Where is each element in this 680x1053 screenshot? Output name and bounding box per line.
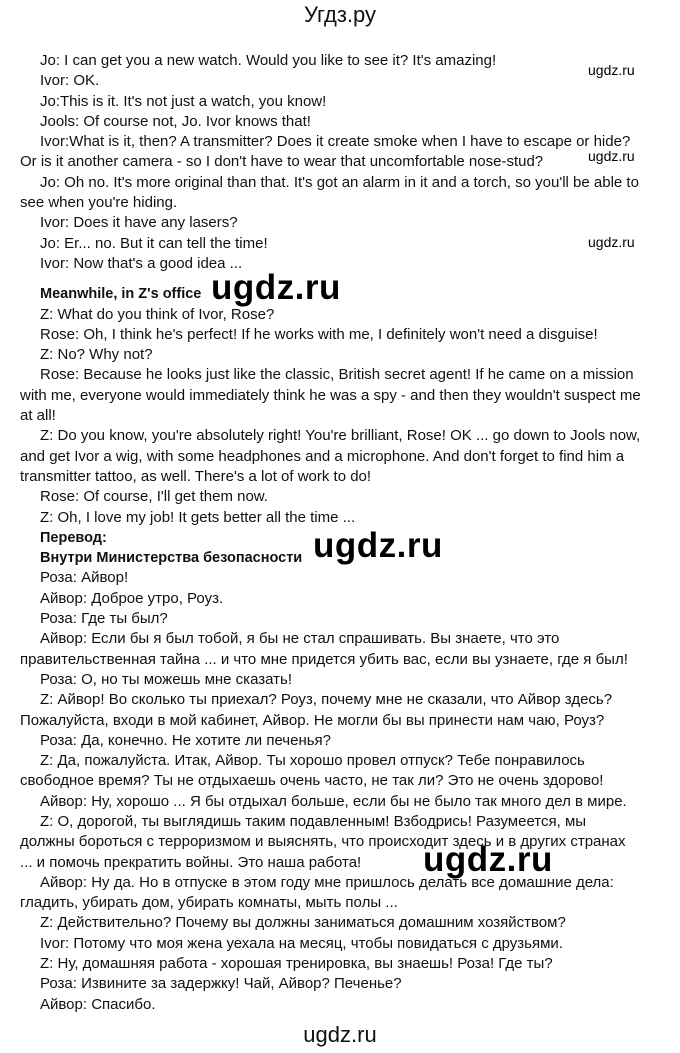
watermark-large: ugdz.ru — [313, 526, 443, 565]
translation-line: Z: О, дорогой, ты выглядишь таким подавленным! Взбодрись! Разумеется, мы должны бороться с терроризмом и выяснять, что происходит здесь и в других странах ... и помочь прекратить войны. Это наша работа! — [20, 812, 626, 871]
translation-line: Айвор: Доброе утро, Роуз. — [40, 589, 224, 607]
dialogue-line: Z: Oh, I love my job! It gets better all the time ... — [40, 508, 356, 526]
dialogue-line: Ivor: Does it have any lasers? — [40, 214, 238, 232]
watermark-large: ugdz.ru — [211, 268, 341, 307]
dialogue-line: Jo: I can get you a new watch. Would you like to see it? It's amazing! — [40, 52, 497, 69]
translation-line: Z: Айвор! Во сколько ты приехал? Роуз, почему мне не сказали, что Айвор здесь? Пожалуйста, входи в мой кабинет, Айвор. Не могли бы вы принести нам чаю, Роуз? — [20, 691, 613, 729]
watermark-small: ugdz.ru — [588, 62, 635, 78]
dialogue-line: Ivor: Now that's a good idea ... — [40, 254, 243, 272]
dialogue-line: Jools: Of course not, Jo. Ivor knows that! — [40, 112, 311, 130]
translation-line: Роза: О, но ты можешь мне сказать! — [40, 670, 292, 688]
site-footer: ugdz.ru — [303, 1022, 377, 1047]
dialogue-line: Z: What do you think of Ivor, Rose? — [40, 305, 275, 323]
section-heading: Meanwhile, in Z's office — [40, 286, 202, 303]
dialogue-line: Z: Do you know, you're absolutely right! You're brilliant, Rose! OK ... go down to Jools now, and get Ivor a wig, with some headphones and a microphone. And don't forget to find him a transmitter tattoo, as well. There's a lot of work to do! — [20, 427, 641, 485]
dialogue-line: Jo: Er... no. But it can tell the time! — [40, 234, 268, 252]
dialogue-line: Rose: Of course, I'll get them now. — [40, 488, 268, 506]
translation-line: Ivor: Потому что моя жена уехала на месяц, чтобы повидаться с друзьями. — [40, 934, 563, 952]
translation-heading: Перевод: — [40, 529, 107, 546]
dialogue-line: Jo:This is it. It's not just a watch, you know! — [40, 92, 327, 110]
translation-line: Айвор: Ну, хорошо ... Я бы отдыхал больше, если бы не было так много дел в мире. — [40, 792, 627, 810]
dialogue-line: Z: No? Why not? — [40, 346, 153, 364]
dialogue-line: Ivor:What is it, then? A transmitter? Does it create smoke when I have to escape or hide? Or is it another camera - so I don't have to wear that uncomfortable nose-stud? — [20, 133, 631, 171]
translation-line: Айвор: Ну да. Но в отпуске в этом году мне пришлось делать все домашние дела: гладить, убирать дом, убирать комнаты, мыть полы ... — [20, 873, 614, 912]
translation-line: Роза: Да, конечно. Не хотите ли печенья? — [40, 731, 332, 749]
dialogue-line: Jo: Oh no. It's more original than that. It's got an alarm in it and a torch, so you'll be able to see when you're hiding. — [20, 173, 639, 212]
translation-subheading: Внутри Министерства безопасности — [40, 550, 303, 567]
translation-line: Айвор: Спасибо. — [40, 995, 156, 1013]
translation-line: Z: Ну, домашняя работа - хорошая тренировка, вы знаешь! Роза! Где ты? — [40, 955, 553, 973]
translation-line: Роза: Извините за задержку! Чай, Айвор? Печенье? — [40, 975, 402, 993]
translation-line: Z: Да, пожалуйста. Итак, Айвор. Ты хорошо провел отпуск? Тебе понравилось свободное время? Ты не отдыхаешь очень часто, не так ли? Это не очень здорово! — [20, 752, 604, 790]
dialogue-line: Rose: Because he looks just like the classic, British secret agent! If he came on a mission with me, everyone would immediately think he was a spy - and then they wouldn't suspect me at all! — [20, 366, 641, 425]
watermark-small: ugdz.ru — [588, 234, 635, 250]
site-header: Угдз.ру — [303, 2, 377, 27]
translation-line: Роза: Где ты был? — [40, 610, 168, 628]
dialogue-line: Ivor: OK. — [40, 72, 100, 90]
translation-line: Z: Действительно? Почему вы должны заниматься домашним хозяйством? — [40, 914, 566, 932]
translation-line: Айвор: Если бы я был тобой, я бы не стал спрашивать. Вы знаете, что это правительственная тайна ... и что мне придется убить вас, если вы узнаете, где я был! — [20, 630, 628, 668]
translation-line: Роза: Айвор! — [40, 569, 129, 587]
dialogue-line: Rose: Oh, I think he's perfect! If he works with me, I definitely won't need a disguise! — [40, 325, 598, 343]
watermark-small: ugdz.ru — [588, 148, 635, 164]
watermark-large: ugdz.ru — [423, 840, 553, 879]
